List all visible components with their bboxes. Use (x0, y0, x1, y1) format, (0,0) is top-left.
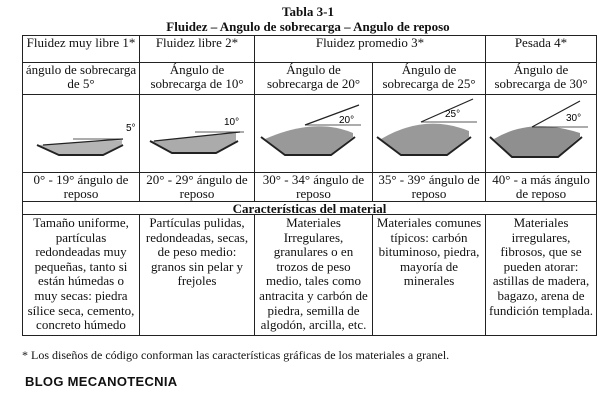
brand-label: BLOG MECANOTECNIA (25, 374, 178, 389)
header-average: Fluidez promedio 3* (255, 36, 486, 63)
description-cell: Materiales Irregulares, granulares o en trozos de peso medio, tales como antracita y carbón de piedra, semilla de algodón, arcilla, etc. (255, 215, 373, 336)
description-cell: Tamaño uniforme, partículas redondeadas muy pequeñas, tanto si están húmedas o muy secas: piedra sílice seca, cemento, concreto húmedo (23, 215, 140, 336)
description-row (23, 215, 597, 336)
description-cell: Partículas pulidas, redondeadas, secas, de peso medio: granos sin pelar y frejoles (140, 215, 255, 336)
surcharge-diagram-25 (373, 95, 484, 172)
angle-label: 5° (126, 123, 136, 134)
description-cell: Materiales irregulares, fibrosos, que se pueden atorar: astillas de madera, bagazo, arena de fundición templada. (486, 215, 597, 336)
surcharge-diagram-30 (486, 95, 595, 172)
surcharge-cell: Ángulo de sobrecarga de 10° (140, 63, 255, 95)
surcharge-cell: ángulo de sobrecarga de 5° (23, 63, 140, 95)
surcharge-diagram-10 (140, 95, 253, 172)
diagram-row (23, 95, 597, 173)
description-cell: Materiales comunes típicos: carbón bituminoso, piedra, mayoría de minerales (373, 215, 486, 336)
repose-row (23, 173, 597, 202)
repose-cell: 20° - 29° ángulo de reposo (140, 173, 255, 202)
diagram-cell (140, 95, 255, 173)
repose-cell: 35° - 39° ángulo de reposo (373, 173, 486, 202)
diagram-cell (255, 95, 373, 173)
surcharge-cell: Ángulo de sobrecarga de 20° (255, 63, 373, 95)
repose-cell: 0° - 19° ángulo de reposo (23, 173, 140, 202)
flowability-table (22, 35, 597, 336)
footnote: * Los diseños de código conforman las características gráficas de los materiales a granel. (22, 348, 450, 362)
angle-label: 30° (566, 113, 582, 124)
surcharge-cell: Ángulo de sobrecarga de 25° (373, 63, 486, 95)
header-free: Fluidez libre 2* (140, 36, 255, 63)
header-row (23, 36, 597, 63)
surcharge-diagram-20 (255, 95, 371, 172)
section-row (23, 202, 597, 215)
surcharge-cell: Ángulo de sobrecarga de 30° (486, 63, 597, 95)
table-subtitle: Fluidez – Angulo de sobrecarga – Angulo de reposo (166, 19, 450, 34)
table-title: Tabla 3-1 (282, 4, 334, 19)
section-title: Características del material (23, 202, 597, 215)
diagram-cell (373, 95, 486, 173)
repose-cell: 40° - a más ángulo de reposo (486, 173, 597, 202)
angle-label: 25° (445, 109, 461, 120)
diagram-cell (486, 95, 597, 173)
angle-label: 20° (339, 115, 355, 126)
surcharge-row (23, 63, 597, 95)
angle-label: 10° (224, 117, 240, 128)
repose-cell: 30° - 34° ángulo de reposo (255, 173, 373, 202)
surcharge-diagram-5 (23, 95, 138, 172)
diagram-cell (23, 95, 140, 173)
header-heavy: Pesada 4* (486, 36, 597, 63)
header-very-free: Fluidez muy libre 1* (23, 36, 140, 63)
